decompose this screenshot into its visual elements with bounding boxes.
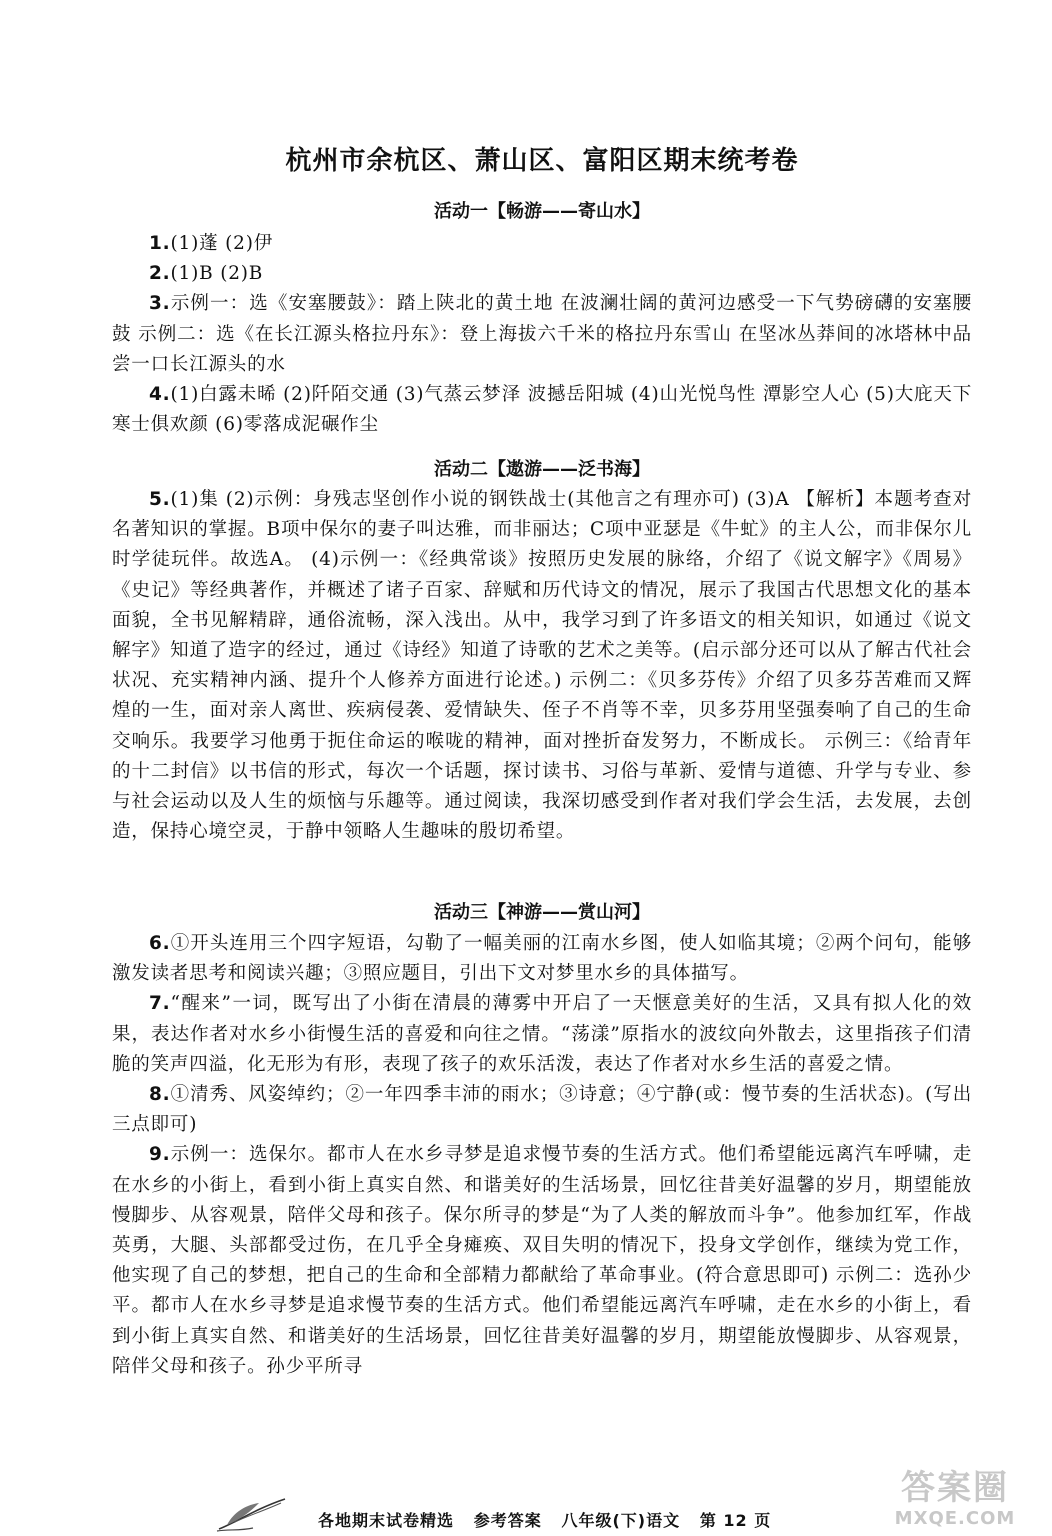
answer-item-3: 3.示例一：选《安塞腰鼓》：踏上陕北的黄土地 在波澜壮阔的黄河边感受一下气势磅礴的安塞腰鼓 示例二：选《在长江源头格拉丹东》：登上海拔六千米的格拉丹东雪山 在坚冰丛莽间的冰塔林中品尝一口长江源头的水 [112,293,972,375]
footer-book: 各地期末试卷精选 [318,1511,455,1530]
answer-item-6: 6.①开头连用三个四字短语，勾勒了一幅美丽的江南水乡图，使人如临其境；②两个问句，能够激发读者思考和阅读兴趣；③照应题目，引出下文对梦里水乡的具体描写。 [112,933,972,985]
footer-page: 第 12 页 [699,1511,772,1530]
answer-item-4: 4.(1)白露未晞 (2)阡陌交通 (3)气蒸云梦泽 波撼岳阳城 (4)山光悦鸟性 潭影空人心 (5)大庇天下寒士俱欢颜 (6)零落成泥碾作尘 [112,384,972,436]
answer-item-8: 8.①清秀、风姿绰约；②一年四季丰沛的雨水；③诗意；④宁静(或：慢节奏的生活状态)。(写出三点即可) [112,1084,972,1136]
section-body-1 [112,229,972,440]
answer-item-2: 2.(1)B (2)B [149,263,264,285]
watermark-bottom: MXQE.COM [894,1508,1016,1529]
answer-item-9: 9.示例一：选保尔。都市人在水乡寻梦是追求慢节奏的生活方式。他们希望能远离汽车呼啸，走在水乡的小街上，看到小街上真实自然、和谐美好的生活场景，回忆往昔美好温馨的岁月，期望能放慢脚步、从容观景，陪伴父母和孩子。保尔所寻的梦是“为了人类的解放而斗争”。他参加红军，作战英勇，大腿、头部都受过伤，在几乎全身瘫痪、双目失明的情况下，投身文学创作，继续为党工作，他实现了自己的梦想，把自己的生命和全部精力都献给了革命事业。(符合意思即可) 示例二：选孙少平。都市人在水乡寻梦是追求慢节奏的生活方式。他们希望能远离汽车呼啸，走在水乡的小街上，看到小街上真实自然、和谐美好的生活场景，回忆往昔美好温馨的岁月，期望能放慢脚步、从容观景，陪伴父母和孩子。孙少平所寻 [112,1144,972,1377]
answer-item-7: 7.“醒来”一词，既写出了小街在清晨的薄雾中开启了一天惬意美好的生活，又具有拟人化的效果，表达作者对水乡小街慢生活的喜爱和向往之情。“荡漾”原指水的波纹向外散去，这里指孩子们清脆的笑声四溢，化无形为有形，表现了孩子的欢乐活泼，表达了作者对水乡生活的喜爱之情。 [112,993,972,1075]
section-body-2 [112,485,972,847]
section-heading-1: 活动一【畅游——寄山水】 [434,201,650,222]
watermark-top: 答案圈 [901,1468,1009,1508]
answer-item-1: 1.(1)蓬 (2)伊 [149,233,274,254]
footer-grade: 八年级(下)语文 [561,1511,681,1530]
section-body-3 [112,929,972,1382]
footer-text [318,1508,771,1531]
section-heading-3: 活动三【神游——赏山河】 [434,902,650,923]
watermark [870,1468,1040,1534]
section-heading-2: 活动二【遨游——泛书海】 [434,459,650,480]
footer-answer: 参考答案 [473,1511,542,1530]
answer-item-5: 5.(1)集 (2)示例：身残志坚创作小说的钢铁战士(其他言之有理亦可) (3)A 【解析】本题考查对名著知识的掌握。B项中保尔的妻子叫达雅，而非丽达；C项中亚瑟是《牛虻》的主人公，而非保尔儿时学徒玩伴。故选A。 (4)示例一：《经典常谈》按照历史发展的脉络，介绍了《说文解字》《周易》《史记》等经典著作，并概述了诸子百家、辞赋和历代诗文的情况，展示了我国古代思想文化的基本面貌，全书见解精辟，通俗流畅，深入浅出。从中，我学习到了许多语文的相关知识，如通过《说文解字》知道了造字的经过，通过《诗经》知道了诗歌的艺术之美等。(启示部分还可以从了解古代社会状况、充实精神内涵、提升个人修养方面进行论述。) 示例二：《贝多芬传》介绍了贝多芬苦难而又辉煌的一生，面对亲人离世、疾病侵袭、爱情缺失、侄子不肖等不幸，贝多芬用坚强奏响了自己的生命交响乐。我要学习他勇于扼住命运的喉咙的精神，面对挫折奋发努力，不断成长。 示例三：《给青年的十二封信》以书信的形式，每次一个话题，探讨读书、习俗与革新、爱情与道德、升学与专业、参与社会运动以及人生的烦恼与乐趣等。通过阅读，我深切感受到作者对我们学会生活，去发展，去创造，保持心境空灵，于静中领略人生趣味的殷切希望。 [112,489,972,843]
page-title: 杭州市余杭区、萧山区、富阳区期末统考卷 [285,146,799,176]
